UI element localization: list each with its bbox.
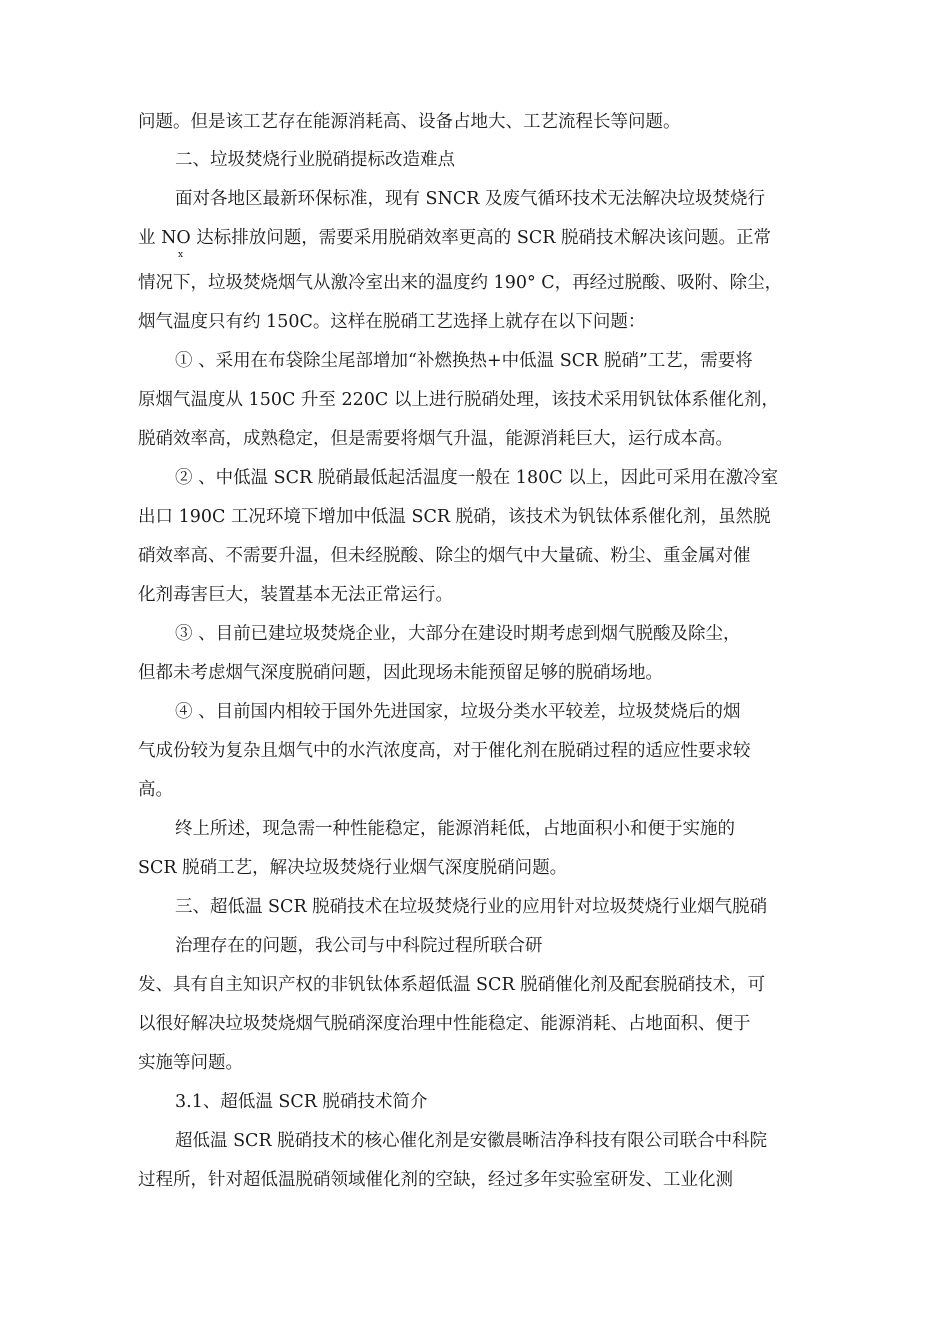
text-line: ④ 、目前国内相较于国外先进国家，垃圾分类水平较差，垃圾焚烧后的烟 xyxy=(175,702,741,722)
text-line: ③ 、目前已建垃圾焚烧企业，大部分在建设时期考虑到烟气脱酸及除尘， xyxy=(175,624,741,644)
text-line: 化剂毒害巨大，装置基本无法正常运行。 xyxy=(138,585,453,605)
text-line: 烟气温度只有约 150C。这样在脱硝工艺选择上就存在以下问题： xyxy=(138,312,646,332)
text-line: 实施等问题。 xyxy=(138,1053,243,1073)
text-line: 硝效率高、不需要升温，但未经脱酸、除尘的烟气中大量硫、粉尘、重金属对催 xyxy=(138,546,751,566)
text-line: 气成份较为复杂且烟气中的水汽浓度高，对于催化剂在脱硝过程的适应性要求较 xyxy=(138,741,751,761)
text-line: 发、具有自主知识产权的非钒钛体系超低温 SCR 脱硝催化剂及配套脱硝技术，可 xyxy=(138,975,766,995)
text-line: 问题。但是该工艺存在能源消耗高、设备占地大、工艺流程长等问题。 xyxy=(138,112,681,132)
text-line: 高。 xyxy=(138,780,173,800)
text-line: 治理存在的问题，我公司与中科院过程所联合研 xyxy=(175,936,543,956)
text-line: 原烟气温度从 150C 升至 220C 以上进行脱硝处理，该技术采用钒钛体系催化剂， xyxy=(138,390,779,410)
text-line: 业 NO 达标排放问题，需要采用脱硝效率更高的 SCR 脱硝技术解决该问题。正常 xyxy=(138,228,771,248)
text-line: 脱硝效率高，成熟稳定，但是需要将烟气升温，能源消耗巨大，运行成本高。 xyxy=(138,429,733,449)
section-heading: 二、垃圾焚烧行业脱硝提标改造难点 xyxy=(175,150,455,170)
text-line: ② 、中低温 SCR 脱硝最低起活温度一般在 180C 以上，因此可采用在激冷室 xyxy=(175,468,779,488)
text-line: 情况下，垃圾焚烧烟气从激冷室出来的温度约 190° C，再经过脱酸、吸附、除尘， xyxy=(138,273,783,293)
text-line: 过程所，针对超低温脱硝领域催化剂的空缺，经过多年实验室研发、工业化测 xyxy=(138,1170,733,1190)
section-heading: 三、超低温 SCR 脱硝技术在垃圾焚烧行业的应用针对垃圾焚烧行业烟气脱硝 xyxy=(175,897,768,917)
text-line: 超低温 SCR 脱硝技术的核心催化剂是安徽晨晰洁净科技有限公司联合中科院 xyxy=(175,1131,768,1151)
text-line: 以很好解决垃圾焚烧烟气脱硝深度治理中性能稳定、能源消耗、占地面积、便于 xyxy=(138,1014,751,1034)
text-line: 但都未考虑烟气深度脱硝问题，因此现场未能预留足够的脱硝场地。 xyxy=(138,663,663,683)
text-line: ① 、采用在布袋除尘尾部增加“补燃换热+中低温 SCR 脱硝”工艺，需要将 xyxy=(175,351,753,371)
text-line: 终上所述，现急需一种性能稳定，能源消耗低，占地面积小和便于实施的 xyxy=(175,819,735,839)
text-line: 出口 190C 工况环境下增加中低温 SCR 脱硝，该技术为钒钛体系催化剂，虽然脱 xyxy=(138,507,771,527)
text-line: 面对各地区最新环保标准，现有 SNCR 及废气循环技术无法解决垃圾焚烧行 xyxy=(175,189,765,209)
subsection-heading: 3.1、超低温 SCR 脱硝技术简介 xyxy=(175,1092,428,1112)
text-line: SCR 脱硝工艺，解决垃圾焚烧行业烟气深度脱硝问题。 xyxy=(138,858,568,878)
nox-subscript: x xyxy=(178,250,184,260)
